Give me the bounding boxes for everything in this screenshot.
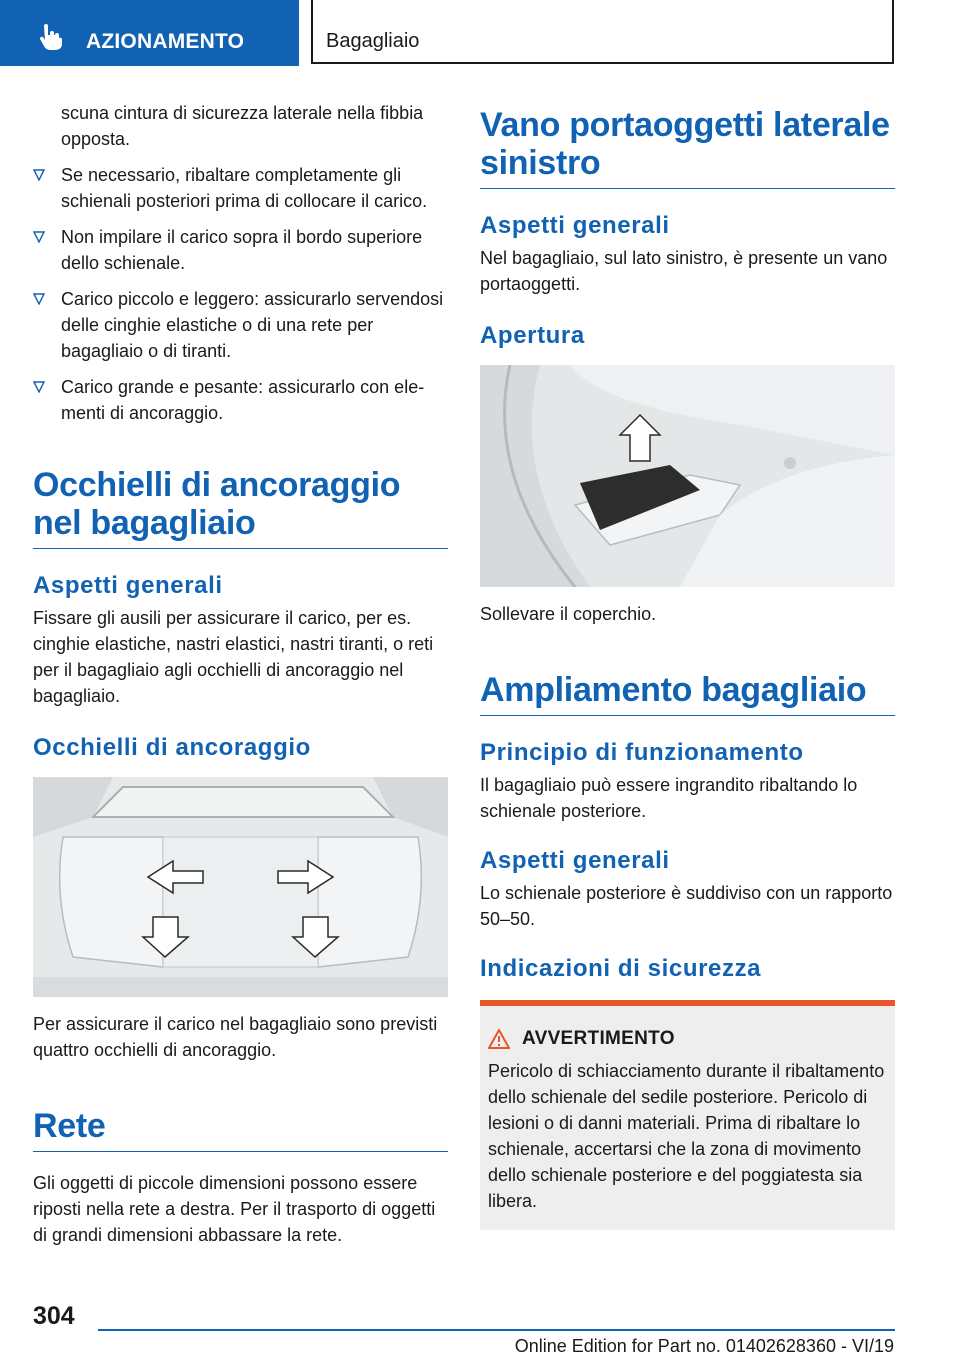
chapter-label: Bagagliaio [326, 30, 420, 52]
image-caption-compartment: Sollevare il coperchio. [480, 604, 657, 624]
principle-text: Il bagagliaio può essere ingrandito ribaltando lo schienale posteriore. [480, 775, 858, 821]
page-number: 304 [33, 1302, 75, 1330]
ampliamento-general-text: Lo schienale posteriore è suddiviso con un rapporto 50–50. [480, 883, 893, 929]
right-column [480, 106, 895, 1230]
section-title-occhielli: Occhielli di ancoraggio nel bagagliaio [33, 466, 448, 549]
footer-divider [98, 1329, 895, 1331]
triangle-bullet-icon [33, 169, 45, 181]
triangle-bullet-icon [33, 231, 45, 243]
subheading-general-ampliamento: Aspetti generali [480, 847, 670, 874]
warning-text: Pericolo di schiacciamento durante il ribaltamento dello schienale del sedile posteriore. Pericolo di lesioni o di danni materiali. Prima di ribaltare lo schienale, accertarsi che la zona di movimento dello schienale posteriore e del poggiatesta sia libera. [488, 1061, 885, 1211]
continued-bullet-text: scuna cintura di sicurezza laterale nella fibbia opposta. [61, 103, 424, 149]
list-item-text: Se necessario, ribaltare completamente gli schienali posteriori prima di collocare il carico. [61, 165, 428, 211]
section-title-ampliamento: Ampliamento bagagliaio [480, 671, 895, 716]
list-item [33, 374, 448, 426]
list-item [33, 224, 448, 276]
left-column [33, 100, 448, 1248]
footer-edition: Online Edition for Part no. 01402628360 - VI/19 [514, 1336, 894, 1356]
general-text: Fissare gli ausili per assicurare il carico, per es. cinghie elastiche, nastri elastici, nastri tiranti, o reti per il bagagliaio agli occhielli di ancoraggio nel bagagliaio. [33, 608, 434, 706]
triangle-bullet-icon [33, 381, 45, 393]
pointing-hand-icon [38, 24, 64, 50]
subheading-general-vano: Aspetti generali [480, 212, 670, 239]
list-item [33, 286, 448, 364]
triangle-bullet-icon [33, 293, 45, 305]
section-title-rete: Rete [33, 1107, 448, 1152]
list-item-text: Carico grande e pesante: assicurarlo con elementi di ancoraggio. [61, 377, 425, 423]
warning-triangle-icon [488, 1029, 510, 1049]
section-title-vano: Vano portaoggetti laterale sinistro [480, 106, 895, 189]
section-label: AZIONAMENTO [86, 30, 245, 53]
chapter-box [311, 0, 894, 64]
trunk-anchor-image [33, 777, 448, 997]
side-compartment-image [480, 365, 895, 587]
rete-text: Gli oggetti di piccole dimensioni possono essere riposti nella rete a destra. Per il trasporto di oggetti di grandi dimensioni abbassare la rete. [33, 1173, 436, 1245]
subheading-apertura: Apertura [480, 322, 585, 349]
section-tab[interactable] [0, 0, 299, 66]
warning-title: AVVERTIMENTO [522, 1028, 675, 1049]
subheading-anchor-eyes: Occhielli di ancoraggio [33, 734, 311, 761]
list-item-text: Non impilare il carico sopra il bordo superiore dello schienale. [61, 227, 423, 273]
image-caption-anchors: Per assicurare il carico nel bagagliaio sono previsti quattro occhielli di ancoraggio. [33, 1014, 438, 1060]
subheading-principio: Principio di funzionamento [480, 739, 804, 766]
list-item-text: Carico piccolo e leggero: assicurarlo servendosi delle cinghie elastiche o di una rete per bagagliaio o di tiranti. [61, 289, 444, 361]
warning-box [480, 1000, 895, 1230]
list-item [33, 162, 448, 214]
vano-general-text: Nel bagagliaio, sul lato sinistro, è presente un vano portaoggetti. [480, 248, 888, 294]
subheading-general: Aspetti generali [33, 572, 223, 599]
subheading-safety: Indicazioni di sicurezza [480, 955, 762, 982]
